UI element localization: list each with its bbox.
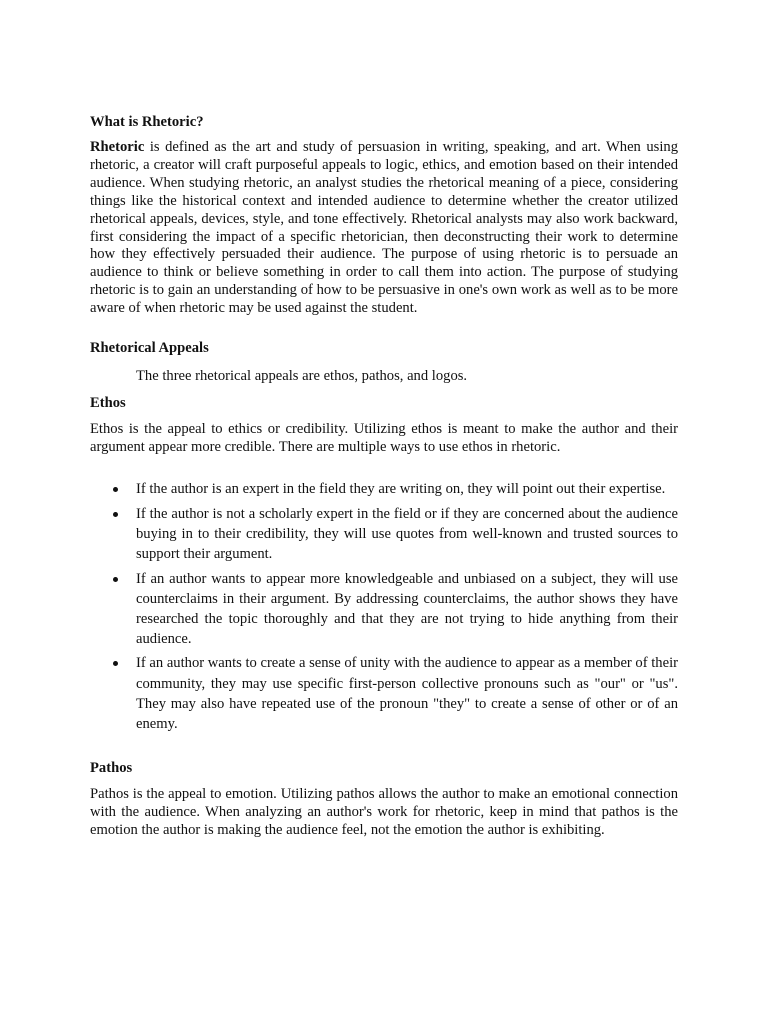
- rhetoric-body: is defined as the art and study of persuasion in writing, speaking, and art. When using rhetoric, a creator will craft purposeful appeals to logic, ethics, and emotion based on their intended audience. When studying rhetoric, an analyst studies the rhetorical meaning of a piece, considering things like the historical context and intended audience to determine whether the creator utilized rhetorical appeals, devices, style, and tone effectively. Rhetorical analysts may also work backward, first considering the impact of a specific rhetorician, then deconstructing their work to determine how they effectively persuaded their audience. The purpose of using rhetoric is to persuade an audience to think or believe something in order to call them into action. The purpose of studying rhetoric is to gain an understanding of how to be persuasive in one's own work as well as to be more aware of when rhetoric may be used against the student.: [90, 139, 678, 317]
- list-item: [90, 504, 678, 565]
- bullet-text: If an author wants to create a sense of unity with the audience to appear as a member of their community, they may use specific first-person collective pronouns such as "our" or "us". They may also have repeated use of the pronoun "they" to create a sense of other or of an enemy.: [136, 655, 678, 733]
- bullet-icon: [113, 512, 118, 517]
- list-item: [90, 569, 678, 650]
- ethos-paragraph: Ethos is the appeal to ethics or credibility. Utilizing ethos is meant to make the author and their argument appear more credible. There are multiple ways to use ethos in rhetoric.: [90, 421, 678, 455]
- list-item: [90, 479, 678, 500]
- appeals-heading: Rhetorical Appeals: [90, 340, 209, 356]
- pathos-heading: Pathos: [90, 760, 133, 776]
- rhetoric-term: Rhetoric: [90, 139, 145, 155]
- document-page: [90, 0, 678, 1024]
- bullet-icon: [113, 487, 118, 492]
- bullet-text: If the author is not a scholarly expert in the field or if they are concerned about the audience buying in to their credibility, they will use quotes from well-known and trusted sources to support their argument.: [136, 506, 678, 563]
- rhetoric-heading: What is Rhetoric?: [90, 114, 204, 130]
- ethos-bullet-list: [90, 479, 678, 738]
- pathos-paragraph: Pathos is the appeal to emotion. Utilizing pathos allows the author to make an emotional connection with the audience. When analyzing an author's work for rhetoric, keep in mind that pathos is the emotion the author is making the audience feel, not the emotion the author is exhibiting.: [90, 786, 678, 838]
- bullet-icon: [113, 577, 118, 582]
- appeals-intro: The three rhetorical appeals are ethos, pathos, and logos.: [136, 368, 468, 384]
- list-item: [90, 653, 678, 734]
- rhetoric-paragraph: [90, 139, 678, 318]
- bullet-icon: [113, 661, 118, 666]
- bullet-text: If an author wants to appear more knowledgeable and unbiased on a subject, they will use counterclaims in their argument. By addressing counterclaims, the author shows they have researched the topic thoroughly and that they are not trying to hide anything from their audience.: [136, 570, 678, 648]
- bullet-text: If the author is an expert in the field they are writing on, they will point out their expertise.: [136, 481, 666, 497]
- ethos-heading: Ethos: [90, 395, 126, 411]
